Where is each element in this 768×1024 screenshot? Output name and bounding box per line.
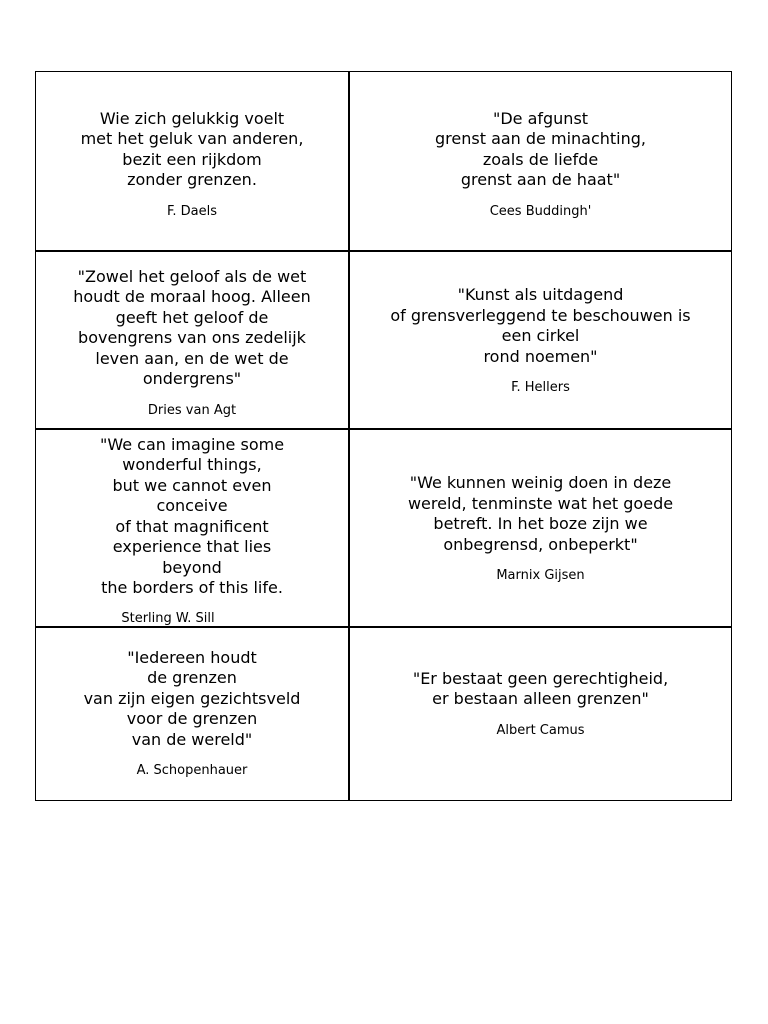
quote-text: "Zowel het geloof als de wet houdt de moraal hoog. Alleen geeft het geloof de bovengrens van ons zedelijk leven aan, en de wet de ondergrens" — [73, 266, 311, 388]
quote-text: "Iedereen houdt de grenzen van zijn eigen gezichtsveld voor de grenzen van de wereld" — [83, 647, 301, 749]
quote-card-van-agt — [36, 251, 348, 428]
quote-card-camus — [349, 627, 732, 800]
quote-author: Cees Buddingh' — [489, 203, 592, 219]
quote-card-daels — [36, 72, 348, 250]
quote-text: "Kunst als uitdagend of grensverleggend te beschouwen is een cirkel rond noemen" — [390, 285, 691, 366]
quote-author: F. Hellers — [511, 380, 570, 395]
quote-author: Albert Camus — [496, 722, 585, 738]
quote-card-gijsen — [349, 429, 732, 626]
quote-author: Dries van Agt — [147, 402, 237, 418]
quote-card-sill — [36, 429, 348, 626]
quote-text: Wie zich gelukkig voelt met het geluk van anderen, bezit een rijkdom zonder grenzen. — [80, 108, 304, 189]
quote-card-grid — [35, 71, 732, 801]
quote-author: F. Daels — [166, 203, 217, 219]
quote-author: A. Schopenhauer — [136, 763, 248, 779]
quote-text: "We can imagine some wonderful things, but we cannot even conceive of that magnificent experience that lies beyond the borders of this life. — [99, 434, 285, 597]
quote-card-buddingh — [349, 72, 732, 250]
quote-author: Marnix Gijsen — [496, 568, 585, 583]
quote-text: "We kunnen weinig doen in deze wereld, tenminste wat het goede betreft. In het boze zijn we onbegrensd, onbeperkt" — [407, 473, 674, 554]
quote-text: "De afgunst grenst aan de minachting, zoals de liefde grenst aan de haat" — [435, 108, 646, 189]
quote-card-hellers — [349, 251, 732, 428]
quote-card-schopenhauer — [36, 627, 348, 800]
quote-author: Sterling W. Sill — [121, 610, 215, 626]
quote-text: "Er bestaat geen gerechtigheid, er bestaan alleen grenzen" — [412, 668, 669, 708]
